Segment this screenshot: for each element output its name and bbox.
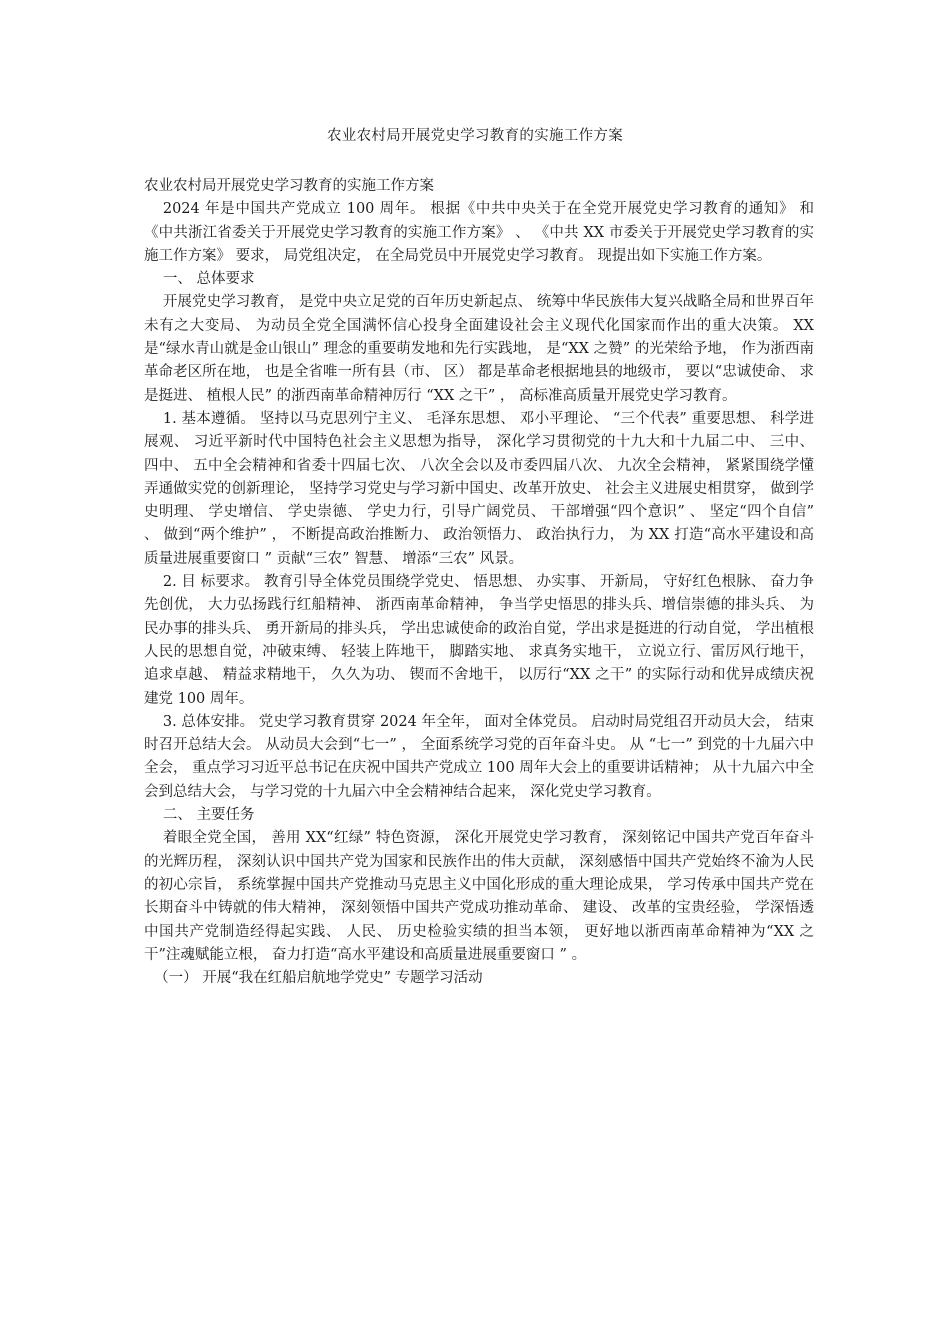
section-heading: 二、 主要任务 [162,807,255,824]
document-title: 农业农村局开展党史学习教育的实施工作方案 [327,128,623,144]
document-body [144,175,814,990]
body-paragraph: 开展党史学习教育， 是党中央立足党的百年历史新起点、 统筹中华民族伟大复兴战略全局和世界百年未有之大变局、 为动员全党全国满怀信心投身全面建设社会主义现代化国家而作出的重大决策。 XX 是“绿水青山就是金山银山” 理念的重要萌发地和先行实践地， 是“XX 之赞” 的光荣给予地， 作为浙西南革命老区所在地， 也是全省唯一所有县（市、 区） 都是革命老根据地县的地级市， 要以“忠诚使命、 求是挺进、 植根人民” 的浙西南革命精神厉行 “XX 之干” ， 高标准高质量开展党史学习教育。 [144,294,814,404]
section-heading: 一、 总体要求 [162,271,255,288]
body-paragraph: 2. 目 标要求。 教育引导全体党员围绕学党史、 悟思想、 办实事、 开新局， 守好红色根脉、 奋力争先创优， 大力弘扬践行红船精神、 浙西南革命精神， 争当学史悟思的排头兵、增信崇德的排头兵、 为民办事的排头兵、 勇开新局的排头兵， 学出忠诚使命的政治自觉，学出求是挺进的行动自觉， 学出植根人民的思想自觉，冲破束缚、 轻装上阵地干， 脚踏实地、 求真务实地干， 立说立行、雷厉风行地干， 追求卓越、 精益求精地干， 久久为功、 锲而不舍地干， 以厉行“XX 之干” 的实际行动和优异成绩庆祝建党 100 周年。 [144,574,814,707]
body-paragraph: 农业农村局开展党史学习教育的实施工作方案 [144,178,434,194]
subsection-heading: （一） 开展“我在红船启航地学党史” 专题学习活动 [154,970,483,987]
body-paragraph: 3. 总体安排。 党史学习教育贯穿 2024 年全年， 面对全体党员。 启动时局党组召开动员大会， 结束时召开总结大会。 从动员大会到“七一” ， 全面系统学习党的百年奋斗史。 从 “七一” 到党的十九届六中全会， 重点学习习近平总书记在庆祝中国共产党成立 100 周年大会上的重要讲话精神； 从十九届六中全会到总结大会， 与学习党的十九届六中全会精神结合起来， 深化党史学习教育。 [144,713,814,800]
body-paragraph: 2024 年是中国共产党成立 100 周年。 根据《中共中央关于在全党开展党史学习教育的通知》 和《中共浙江省委关于开展党史学习教育的实施工作方案》 、 《中共 XX 市委关于开展党史学习教育的实施工作方案》 要求， 局党组决定， 在全局党员中开展党史学习教育。 现提出如下实施工作方案。 [144,201,814,264]
body-paragraph: 1. 基本遵循。 坚持以马克思列宁主义、 毛泽东思想、 邓小平理论、 “三个代表” 重要思想、 科学进展观、 习近平新时代中国特色社会主义思想为指导， 深化学习贯彻党的十九大和十九届二中、 三中、 四中、 五中全会精神和省委十四届七次、 八次全会以及市委四届八次、 九次全会精神， 紧紧围绕学懂弄通做实党的创新理论， 坚持学习党史与学习新中国史、改革开放史、 社会主义进展史相贯穿， 做到学史明理、 学史增信、 学史崇德、 学史力行，引导广阔党员、 干部增强“四个意识” 、 坚定“四个自信” 、 做到“两个维护” ， 不断提高政治推断力、 政治领悟力、 政治执行力， 为 XX 打造“高水平建设和高质量进展重要窗口 ” 贡献“三农” 智慧、 增添“三农” 风景。 [144,410,814,567]
body-paragraph: 着眼全党全国， 善用 XX“红绿” 特色资源， 深化开展党史学习教育， 深刻铭记中国共产党百年奋斗的光辉历程， 深刻认识中国共产党为国家和民族作出的伟大贡献， 深刻感悟中国共产党始终不渝为人民的初心宗旨， 系统掌握中国共产党推动马克思主义中国化形成的重大理论成果， 学习传承中国共产党在长期奋斗中铸就的伟大精神， 深刻领悟中国共产党成功推动革命、 建设、 改革的宝贵经验， 学深悟透中国共产党制造经得起实践、 人民、 历史检验实绩的担当本领， 更好地以浙西南革命精神为“XX 之干”注魂赋能立根， 奋力打造“高水平建设和高质量进展重要窗口 ” 。 [144,830,814,963]
